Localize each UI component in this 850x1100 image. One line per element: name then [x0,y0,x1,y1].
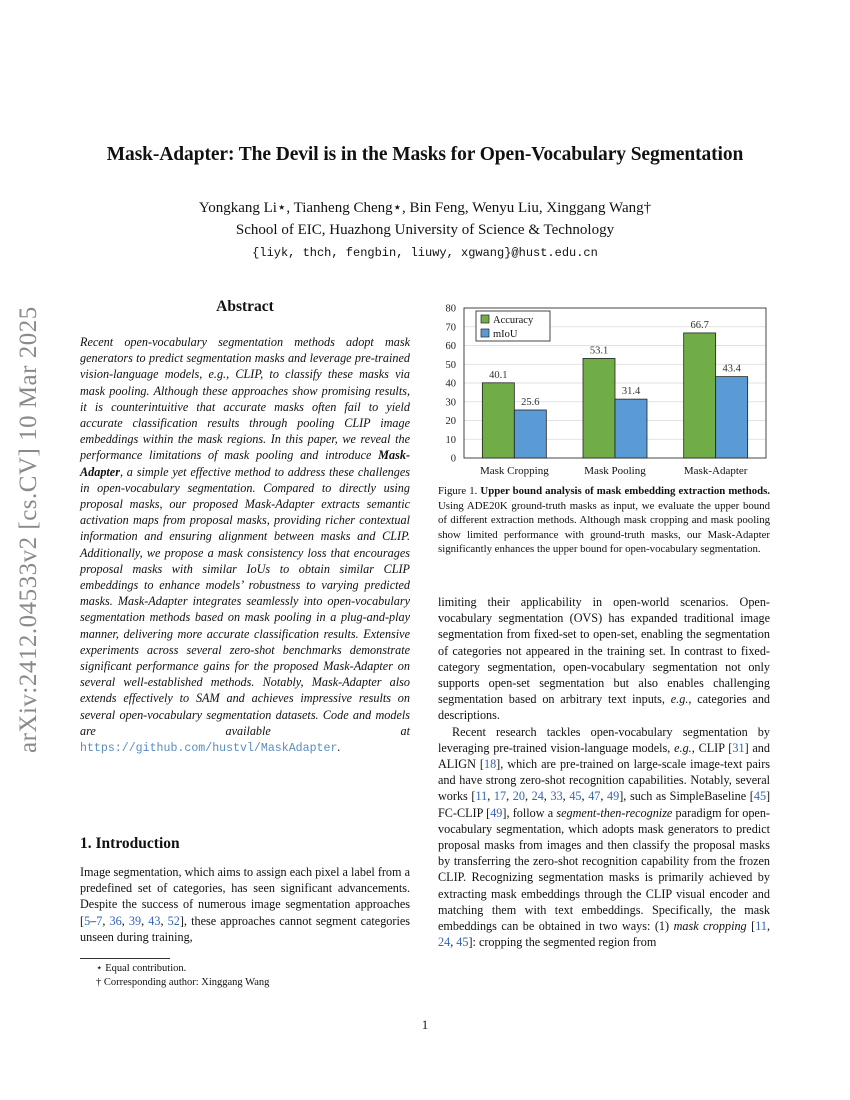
x-tick-label: Mask Cropping [479,465,549,477]
legend-swatch [481,329,489,337]
citation-link[interactable]: 24 [438,935,451,950]
y-tick-label: 10 [445,434,456,446]
legend-label: mIoU [493,329,518,340]
y-tick-label: 0 [450,453,456,465]
citation-link[interactable]: 45 [569,789,582,804]
bar-accuracy [583,358,615,458]
citation-link[interactable]: 52 [167,913,180,928]
citation-link[interactable]: 43 [148,913,161,928]
citation-link[interactable]: 49 [607,789,620,804]
affiliation: School of EIC, Huazhong University of Science & Technology [235,222,615,238]
bar-miou [716,377,748,458]
bar-miou [615,399,647,458]
legend-label: Accuracy [493,315,534,326]
footnote-equal-contribution: ⋆ Equal contribution. [96,963,187,974]
footnote-corresponding-author: † Corresponding author: Xinggang Wang [96,976,270,988]
bar-accuracy [684,333,716,458]
page-number: 1 [421,1018,429,1032]
bar-accuracy [482,383,514,458]
y-tick-label: 50 [445,359,456,371]
legend-swatch [481,315,489,323]
data-label: 31.4 [621,386,641,398]
bar-miou [514,410,546,458]
data-label: 40.1 [489,369,508,381]
citation-link[interactable]: 18 [483,757,497,772]
citation-link[interactable]: 11 [475,789,488,804]
citation-link[interactable]: 47 [588,789,601,804]
arxiv-identifier: arXiv:2412.04533v2 [cs.CV] 10 Mar 2025 [15,306,42,754]
paper-title: Mask-Adapter: The Devil is in the Masks for Open-Vocabulary Segmentation [106,144,744,165]
citation-link[interactable]: 36 [109,913,122,928]
data-label: 25.6 [521,397,540,408]
data-label: 66.7 [690,319,709,331]
abstract-text: Recent open-vocabulary segmentation methods adopt mask generators to predict segmentation masks and leverage pre-trained vision-language models, e.g., CLIP, to classify these masks via mask pooling. Although these approaches show promising results, it is counterintuitive that accurate masks often fail to yield accurate classification results through pooling CLIP image embeddings within the mask regions. In this paper, we reveal the performance limitations of mask pooling and introduce Mask-Adapter, a simple yet effective method to address these challenges in open-vocabulary segmentation. Compared to directly using proposal masks, our proposed Mask-Adapter extracts semantic activation maps from proposal masks, providing richer contextual information and ensuring alignment between masks and CLIP. Additionally, we propose a mask consistency loss that encourages proposal masks with similar IoUs to obtain similar CLIP embeddings to enhance models’ robustness to varying predicted masks. Mask-Adapter integrates seamlessly into open-vocabulary segmentation methods based on mask pooling in a plug-and-play manner, delivering more accurate classification results. Extensive experiments across several zero-shot benchmarks demonstrate significant performance gains for the proposed Mask-Adapter on several well-established methods. Notably, Mask-Adapter also extends effectively to SAM and achieves impressive results on several open-vocabulary segmentation datasets. Code and models are available at https://github.com/hustvl/MaskAdapter. [80,335,410,756]
code-link[interactable]: https://github.com/hustvl/MaskAdapter [80,742,338,756]
footnote-divider [80,958,170,959]
method-name: Mask-Adapter [80,448,410,479]
citation-link[interactable]: 33 [550,789,563,804]
introduction-heading: 1. Introduction [80,835,180,852]
abstract-heading: Abstract [216,298,274,315]
author-list: Yongkang Li⋆, Tianheng Cheng⋆, Bin Feng, Wenyu Liu, Xinggang Wang† [198,200,652,216]
figure-caption-title: Upper bound analysis of mask embedding extraction methods. [480,485,771,497]
figure-label: Figure 1. [438,485,478,497]
citation-link[interactable]: 7 [96,913,103,928]
citation-link[interactable]: 20 [512,789,525,804]
right-column-text [438,594,770,950]
data-label: 43.4 [722,363,741,375]
paragraph: Recent research tackles open-vocabulary segmentation by leveraging pre-trained vision-language models, e.g., CLIP [31] and ALIGN [18], which are pre-trained on large-scale image-text pairs and have strong zero-shot recognition capabilities. Notably, several works [11, 17, 20, 24, 33, 45, 47, 49], such as SimpleBaseline [45] FC-CLIP [49], follow a segment-then-recognize paradigm for open-vocabulary segmentation, which adopts mask generators to predict proposal masks from images and then classify the proposal masks by transferring the zero-shot recognition capability from the frozen CLIP. Recognizing segmentation masks is primarily achieved by extracting mask embeddings through the CLIP visual encoder and matching them with text embeddings. Specifically, the mask embeddings can be obtained in two ways: (1) mask cropping [11, 24, 45]: cropping the segmented region from [438,724,771,950]
citation-link[interactable]: 49 [490,805,503,820]
introduction-text: Image segmentation, which aims to assign each pixel a label from a predefined set of categories, has seen significant advancements. Despite the success of numerous image segmentation approaches [5–7, 36, 39, 43, 52], these approaches cannot segment categories unseen during training, [80,865,410,944]
x-tick-label: Mask Pooling [584,465,646,477]
x-tick-label: Mask-Adapter [683,465,748,477]
citation-link[interactable]: 11 [755,919,767,934]
author-emails: {liyk, thch, fengbin, liuwy, xgwang}@hust.edu.cn [252,246,598,260]
figure-caption: Figure 1. Upper bound analysis of mask embedding extraction methods. Using ADE20K ground-truth masks as input, we evaluate the upper bound of different extraction methods. Although mask cropping and mask pooling show limited performance with ground-truth masks, our Mask-Adapter significantly enhances the upper bound for open-vocabulary segmentation. [438,485,771,556]
citation-link[interactable]: 45 [753,789,767,804]
citation-link[interactable]: 31 [732,740,745,755]
citation-link[interactable]: 39 [128,913,142,928]
citation-link[interactable]: 17 [493,789,507,804]
citation-link[interactable]: 5 [84,913,91,928]
upper-bound-bar-chart [436,300,776,482]
y-tick-label: 80 [445,303,456,315]
data-label: 53.1 [589,345,609,357]
y-tick-label: 60 [445,341,456,352]
y-tick-label: 40 [445,378,456,390]
y-tick-label: 20 [445,416,456,427]
citation-link[interactable]: 45 [456,935,469,950]
y-tick-label: 70 [445,322,456,334]
citation-link[interactable]: 24 [531,789,544,804]
y-tick-label: 30 [445,397,456,409]
paragraph: limiting their applicability in open-world scenarios. Open-vocabulary segmentation (OVS) has expanded traditional image segmentation from fixed-set to open-set, enabling the segmentation of categories not appeared in the training set. In contrast to fixed-category segmentation, open-vocabulary segmentation not only supports open-set segmentation but also enables challenging segmentation based on arbitrary text inputs, e.g., categories and descriptions. [438,595,771,723]
footnotes [80,962,410,989]
